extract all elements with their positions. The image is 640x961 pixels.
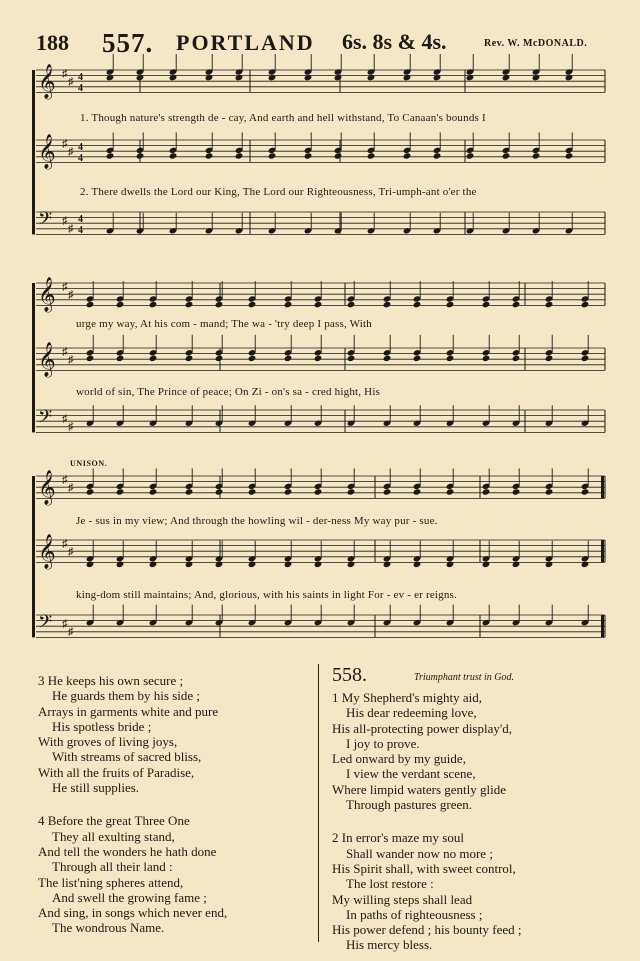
note-head bbox=[512, 355, 521, 362]
verse-line: His Spirit shall, with sweet control, bbox=[332, 860, 516, 876]
note-head bbox=[149, 488, 158, 495]
stanza-gap bbox=[38, 795, 308, 813]
note-head bbox=[185, 301, 194, 308]
final-bar-line bbox=[601, 615, 604, 637]
system-bracket bbox=[32, 283, 35, 432]
system-bracket bbox=[32, 476, 35, 637]
treble-clef-icon: 𝄞 bbox=[38, 534, 56, 569]
note-head bbox=[284, 561, 293, 568]
sharp-icon: ♯ bbox=[68, 354, 74, 366]
hymn-author: Rev. W. McDONALD. bbox=[484, 38, 588, 49]
note-head bbox=[482, 488, 491, 495]
hymn-558-subtitle: Triumphant trust in God. bbox=[414, 672, 515, 683]
sharp-icon: ♯ bbox=[62, 413, 68, 425]
stanza-gap bbox=[332, 812, 622, 830]
verse-line: Led onward by my guide, bbox=[332, 751, 466, 767]
hymn-558-verses bbox=[332, 690, 622, 953]
note-head bbox=[86, 488, 95, 495]
lyric-line: urge my way, At his com - mand; The wa - 'try deep I pass, With bbox=[76, 318, 373, 330]
verse-line: And tell the wonders he hath done bbox=[38, 843, 217, 859]
note-head bbox=[383, 301, 392, 308]
note-head bbox=[581, 561, 590, 568]
note-head bbox=[413, 488, 422, 495]
verse-line: The wondrous Name. bbox=[52, 920, 165, 936]
note-head bbox=[347, 301, 356, 308]
note-head bbox=[367, 152, 376, 159]
note-head bbox=[248, 488, 257, 495]
note-head bbox=[235, 74, 244, 81]
note-head bbox=[235, 152, 244, 159]
note-head bbox=[284, 355, 293, 362]
note-head bbox=[383, 355, 392, 362]
note-head bbox=[347, 488, 356, 495]
note-head bbox=[149, 355, 158, 362]
sharp-icon: ♯ bbox=[62, 215, 68, 227]
time-signature: 4 bbox=[78, 72, 83, 83]
note-head bbox=[268, 74, 277, 81]
treble-clef-icon: 𝄞 bbox=[38, 342, 56, 377]
note-head bbox=[215, 301, 224, 308]
column-divider bbox=[318, 664, 319, 942]
note-head bbox=[116, 488, 125, 495]
verse-line: I joy to prove. bbox=[346, 735, 420, 751]
hymn-meter: 6s. 8s & 4s. bbox=[342, 29, 447, 54]
note-head bbox=[581, 301, 590, 308]
note-head bbox=[334, 74, 343, 81]
unison-label: UNISON. bbox=[70, 459, 108, 468]
note-head bbox=[367, 74, 376, 81]
verse-line: Where limpid waters gently glide bbox=[332, 781, 507, 797]
bass-clef-icon: 𝄢 bbox=[38, 209, 53, 234]
sharp-icon: ♯ bbox=[68, 146, 74, 158]
note-head bbox=[314, 561, 323, 568]
note-head bbox=[314, 355, 323, 362]
note-head bbox=[248, 301, 257, 308]
note-head bbox=[149, 561, 158, 568]
verse-line: The lost restore : bbox=[346, 876, 434, 892]
lyric-line: 1. Though nature's strength de - cay, And earth and hell withstand, To Canaan's bounds I bbox=[80, 112, 486, 124]
time-signature: 4 bbox=[78, 142, 83, 153]
time-signature: 4 bbox=[78, 153, 83, 164]
bass-clef-icon: 𝄢 bbox=[38, 407, 53, 432]
note-head bbox=[347, 561, 356, 568]
note-head bbox=[532, 74, 541, 81]
note-head bbox=[565, 152, 574, 159]
note-head bbox=[86, 355, 95, 362]
note-head bbox=[215, 488, 224, 495]
verse-line: With groves of living joys, bbox=[38, 734, 178, 750]
page-number: 188 bbox=[36, 30, 69, 55]
note-head bbox=[314, 301, 323, 308]
note-head bbox=[205, 152, 214, 159]
sharp-icon: ♯ bbox=[62, 138, 68, 150]
sharp-icon: ♯ bbox=[68, 626, 74, 638]
note-head bbox=[116, 355, 125, 362]
note-head bbox=[169, 152, 178, 159]
note-head bbox=[383, 561, 392, 568]
note-head bbox=[248, 561, 257, 568]
sharp-icon: ♯ bbox=[68, 223, 74, 235]
verse-line: 4 Before the great Three One bbox=[38, 813, 190, 829]
note-head bbox=[106, 74, 115, 81]
verse-line: 2 In error's maze my soul bbox=[332, 830, 464, 846]
time-signature: 4 bbox=[78, 83, 83, 94]
hymn-title: PORTLAND bbox=[176, 30, 315, 55]
note-head bbox=[268, 152, 277, 159]
sharp-icon: ♯ bbox=[68, 289, 74, 301]
note-head bbox=[545, 301, 554, 308]
system-bracket bbox=[32, 70, 35, 234]
lyric-line: 2. There dwells the Lord our King, The Lord our Righteousness, Tri-umph-ant o'er the bbox=[80, 186, 477, 198]
note-head bbox=[403, 152, 412, 159]
final-bar-line bbox=[601, 540, 604, 562]
hymn-number: 557. bbox=[102, 28, 154, 58]
note-head bbox=[512, 301, 521, 308]
note-head bbox=[116, 561, 125, 568]
lyric-line: Je - sus in my view; And through the howling wil - der-ness My way pur - sue. bbox=[76, 515, 438, 527]
sharp-icon: ♯ bbox=[68, 421, 74, 433]
hymn-557-verses bbox=[38, 673, 308, 936]
note-head bbox=[116, 301, 125, 308]
note-head bbox=[86, 301, 95, 308]
verse-line: His mercy bless. bbox=[346, 937, 433, 953]
note-head bbox=[383, 488, 392, 495]
sharp-icon: ♯ bbox=[62, 538, 68, 550]
verse-line: With all the fruits of Paradise, bbox=[38, 764, 195, 780]
treble-clef-icon: 𝄞 bbox=[38, 470, 56, 505]
lyric-line: world of sin, The Prince of peace; On Zi - on's sa - cred hight, His bbox=[76, 386, 381, 398]
note-head bbox=[482, 355, 491, 362]
verse-line: His power defend ; his bounty feed ; bbox=[332, 922, 522, 938]
verse-line: His spotless bride ; bbox=[52, 718, 152, 734]
verse-line: With streams of sacred bliss, bbox=[52, 749, 202, 765]
note-head bbox=[185, 355, 194, 362]
note-head bbox=[284, 301, 293, 308]
note-head bbox=[545, 355, 554, 362]
note-head bbox=[545, 561, 554, 568]
sharp-icon: ♯ bbox=[68, 546, 74, 558]
sharp-icon: ♯ bbox=[62, 618, 68, 630]
verse-line: His dear redeeming love, bbox=[346, 705, 477, 721]
note-head bbox=[149, 301, 158, 308]
lyric-line: king-dom still maintains; And, glorious, with his saints in light For - ev - er reigns. bbox=[76, 589, 457, 601]
treble-clef-icon: 𝄞 bbox=[38, 64, 56, 99]
note-head bbox=[403, 74, 412, 81]
note-head bbox=[466, 152, 475, 159]
sharp-icon: ♯ bbox=[62, 281, 68, 293]
note-head bbox=[413, 561, 422, 568]
note-head bbox=[433, 74, 442, 81]
verse-line: Shall wander now no more ; bbox=[346, 845, 493, 861]
verse-line: 3 He keeps his own secure ; bbox=[38, 673, 184, 688]
note-head bbox=[482, 561, 491, 568]
note-head bbox=[482, 301, 491, 308]
note-head bbox=[565, 74, 574, 81]
time-signature: 4 bbox=[78, 225, 83, 236]
note-head bbox=[304, 74, 313, 81]
verse-line: 1 My Shepherd's mighty aid, bbox=[332, 690, 483, 705]
sharp-icon: ♯ bbox=[68, 76, 74, 88]
verse-line: They all exulting stand, bbox=[52, 828, 175, 844]
bass-clef-icon: 𝄢 bbox=[38, 612, 53, 637]
note-head bbox=[106, 152, 115, 159]
hymn-558-number: 558. bbox=[332, 664, 367, 686]
verse-line: And swell the growing fame ; bbox=[52, 889, 207, 905]
note-head bbox=[334, 152, 343, 159]
note-head bbox=[446, 561, 455, 568]
sharp-icon: ♯ bbox=[62, 474, 68, 486]
verse-line: The list'ning spheres attend, bbox=[38, 874, 184, 890]
note-head bbox=[512, 488, 521, 495]
sharp-icon: ♯ bbox=[62, 346, 68, 358]
verse-line: He guards them by his side ; bbox=[52, 688, 201, 704]
sharp-icon: ♯ bbox=[62, 68, 68, 80]
note-head bbox=[304, 152, 313, 159]
note-head bbox=[185, 561, 194, 568]
note-head bbox=[413, 355, 422, 362]
note-head bbox=[248, 355, 257, 362]
sharp-icon: ♯ bbox=[68, 482, 74, 494]
note-head bbox=[512, 561, 521, 568]
note-head bbox=[532, 152, 541, 159]
note-head bbox=[314, 488, 323, 495]
verse-line: Through pastures green. bbox=[346, 797, 472, 813]
treble-clef-icon: 𝄞 bbox=[38, 134, 56, 169]
verse-line: He still supplies. bbox=[52, 780, 140, 796]
note-head bbox=[215, 355, 224, 362]
note-head bbox=[433, 152, 442, 159]
note-head bbox=[502, 152, 511, 159]
note-head bbox=[413, 301, 422, 308]
note-head bbox=[169, 74, 178, 81]
note-head bbox=[284, 488, 293, 495]
note-head bbox=[215, 561, 224, 568]
time-signature: 4 bbox=[78, 214, 83, 225]
note-head bbox=[581, 355, 590, 362]
note-head bbox=[545, 488, 554, 495]
verse-line: His all-protecting power display'd, bbox=[332, 720, 512, 736]
final-bar-line bbox=[601, 476, 604, 498]
note-head bbox=[347, 355, 356, 362]
note-head bbox=[446, 488, 455, 495]
note-head bbox=[446, 355, 455, 362]
note-head bbox=[86, 561, 95, 568]
verse-line: I view the verdant scene, bbox=[346, 766, 476, 782]
verse-line: Through all their land : bbox=[52, 859, 173, 875]
note-head bbox=[185, 488, 194, 495]
note-head bbox=[466, 74, 475, 81]
note-head bbox=[502, 74, 511, 81]
note-head bbox=[581, 488, 590, 495]
treble-clef-icon: 𝄞 bbox=[38, 277, 56, 312]
verse-line: My willing steps shall lead bbox=[332, 891, 473, 907]
note-head bbox=[205, 74, 214, 81]
verse-line: In paths of righteousness ; bbox=[346, 906, 483, 922]
note-head bbox=[446, 301, 455, 308]
verse-line: And sing, in songs which never end, bbox=[38, 905, 228, 921]
verse-line: Arrays in garments white and pure bbox=[38, 703, 219, 719]
